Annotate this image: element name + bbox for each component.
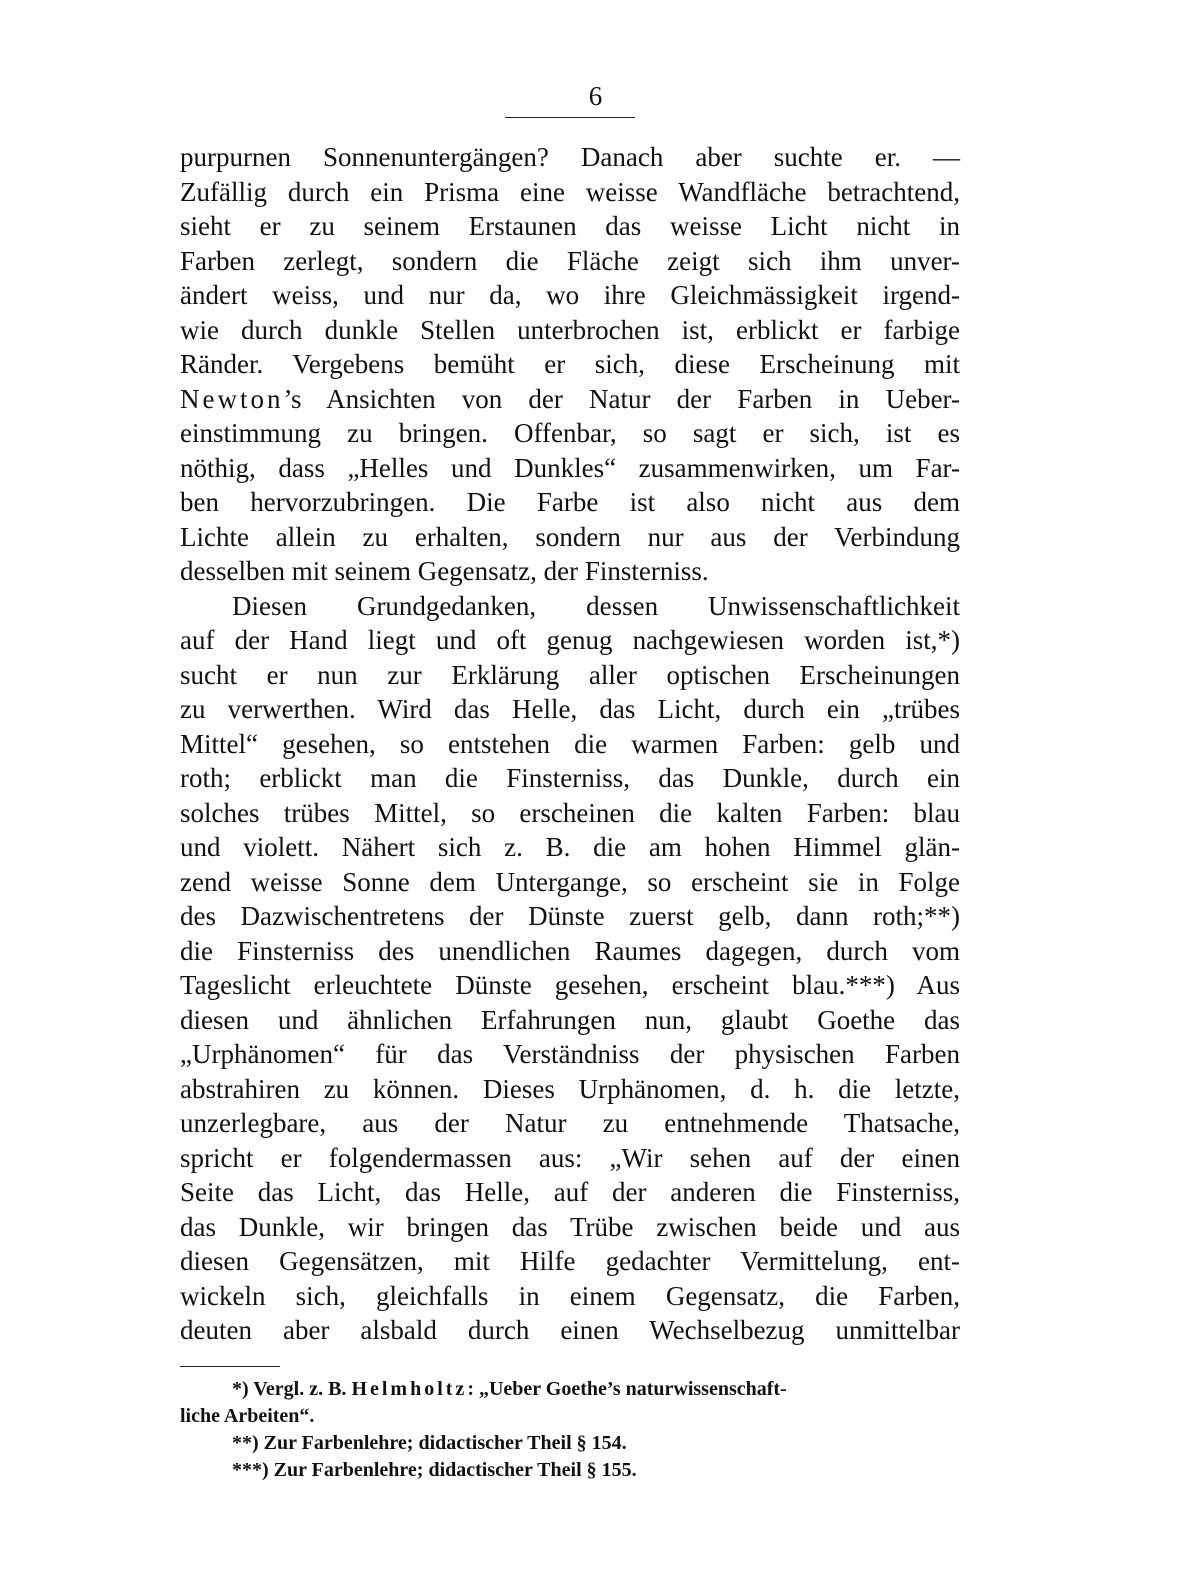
text-line: Lichte allein zu erhalten, sondern nur aus der Verbindung: [180, 521, 960, 552]
text-line: Diesen Grundgedanken, dessen Unwissenschaftlichkeit: [232, 590, 960, 621]
text-line: solches trübes Mittel, so erscheinen die kalten Farben: blau: [180, 797, 960, 828]
text-line: Tageslicht erleuchtete Dünste gesehen, erscheint blau.***) Aus: [180, 970, 960, 1000]
footnote-2: **) Zur Farbenlehre; didactischer Theil § 154.: [232, 1432, 627, 1454]
text-line: „Urphänomen“ für das Verständniss der physischen Farben: [180, 1039, 960, 1069]
footnote-1-rest: : „Ueber Goethe’s naturwissenschaft-: [467, 1378, 787, 1400]
text-line: und violett. Nähert sich z. B. die am hohen Himmel glän-: [180, 832, 960, 862]
text-line: wickeln sich, gleichfalls in einem Gegensatz, die Farben,: [180, 1280, 960, 1311]
text-line: des Dazwischentretens der Dünste zuerst gelb, dann roth;**): [180, 901, 960, 931]
text-line: einstimmung zu bringen. Offenbar, so sagt er sich, ist es: [180, 418, 960, 448]
text-line: purpurnen Sonnenuntergängen? Danach aber suchte er. —: [180, 142, 960, 172]
text-line-rest: ’s Ansichten von der Natur der Farben in Ueber-: [283, 383, 960, 414]
spaced-name-newton: Newton: [180, 383, 284, 414]
text-line: zend weisse Sonne dem Untergange, so erscheint sie in Folge: [180, 866, 960, 897]
footnotes: [180, 1376, 970, 1484]
footnote-1-continuation: liche Arbeiten“.: [180, 1405, 315, 1427]
text-line: spricht er folgendermassen aus: „Wir sehen auf der einen: [180, 1142, 960, 1173]
text-line: deuten aber alsbald durch einen Wechselbezug unmittelbar: [180, 1315, 960, 1345]
body-text: [180, 140, 960, 1348]
text-line: diesen und ähnlichen Erfahrungen nun, glaubt Goethe das: [180, 1004, 960, 1035]
footnote-3: ***) Zur Farbenlehre; didactischer Theil § 155.: [232, 1459, 637, 1481]
text-line: ben hervorzubringen. Die Farbe ist also nicht aus dem: [180, 487, 960, 517]
footnote-rule: [180, 1366, 280, 1367]
header-rule: [505, 117, 635, 118]
text-line: zu verwerthen. Wird das Helle, das Licht, durch ein „trübes: [180, 694, 960, 724]
text-line: sucht er nun zur Erklärung aller optischen Erscheinungen: [180, 659, 960, 690]
text-line: sieht er zu seinem Erstaunen das weisse Licht nicht in: [180, 211, 960, 241]
text-line: [180, 382, 960, 417]
text-line: roth; erblickt man die Finsterniss, das Dunkle, durch ein: [180, 763, 960, 793]
text-line: nöthig, dass „Helles und Dunkles“ zusammenwirken, um Far-: [180, 452, 960, 483]
text-line: wie durch dunkle Stellen unterbrochen ist, erblickt er farbige: [180, 314, 960, 345]
text-line: ändert weiss, und nur da, wo ihre Gleichmässigkeit irgend-: [180, 280, 960, 310]
text-line: Seite das Licht, das Helle, auf der anderen die Finsterniss,: [180, 1177, 960, 1207]
text-line: Ränder. Vergebens bemüht er sich, diese Erscheinung mit: [180, 349, 960, 379]
text-line: diesen Gegensätzen, mit Hilfe gedachter Vermittelung, ent-: [180, 1246, 960, 1276]
text-line: Zufällig durch ein Prisma eine weisse Wandfläche betrachtend,: [180, 176, 960, 207]
text-line: auf der Hand liegt und oft genug nachgewiesen worden ist,*): [180, 625, 960, 655]
text-line: Farben zerlegt, sondern die Fläche zeigt sich ihm unver-: [180, 245, 960, 276]
page-number: 6: [588, 81, 603, 111]
text-line: abstrahiren zu können. Dieses Urphänomen, d. h. die letzte,: [180, 1073, 960, 1104]
text-line: desselben mit seinem Gegensatz, der Finsterniss.: [180, 556, 709, 586]
footnote-1-name: Helmholtz: [351, 1378, 468, 1400]
text-line: unzerlegbare, aus der Natur zu entnehmende Thatsache,: [180, 1108, 960, 1138]
text-line: Mittel“ gesehen, so entstehen die warmen Farben: gelb und: [180, 728, 960, 759]
text-line: die Finsterniss des unendlichen Raumes dagegen, durch vom: [180, 935, 960, 966]
footnote-1-marker: *) Vergl. z. B.: [232, 1378, 347, 1400]
text-line: das Dunkle, wir bringen das Trübe zwischen beide und aus: [180, 1211, 960, 1242]
footnote-1: [180, 1376, 970, 1403]
